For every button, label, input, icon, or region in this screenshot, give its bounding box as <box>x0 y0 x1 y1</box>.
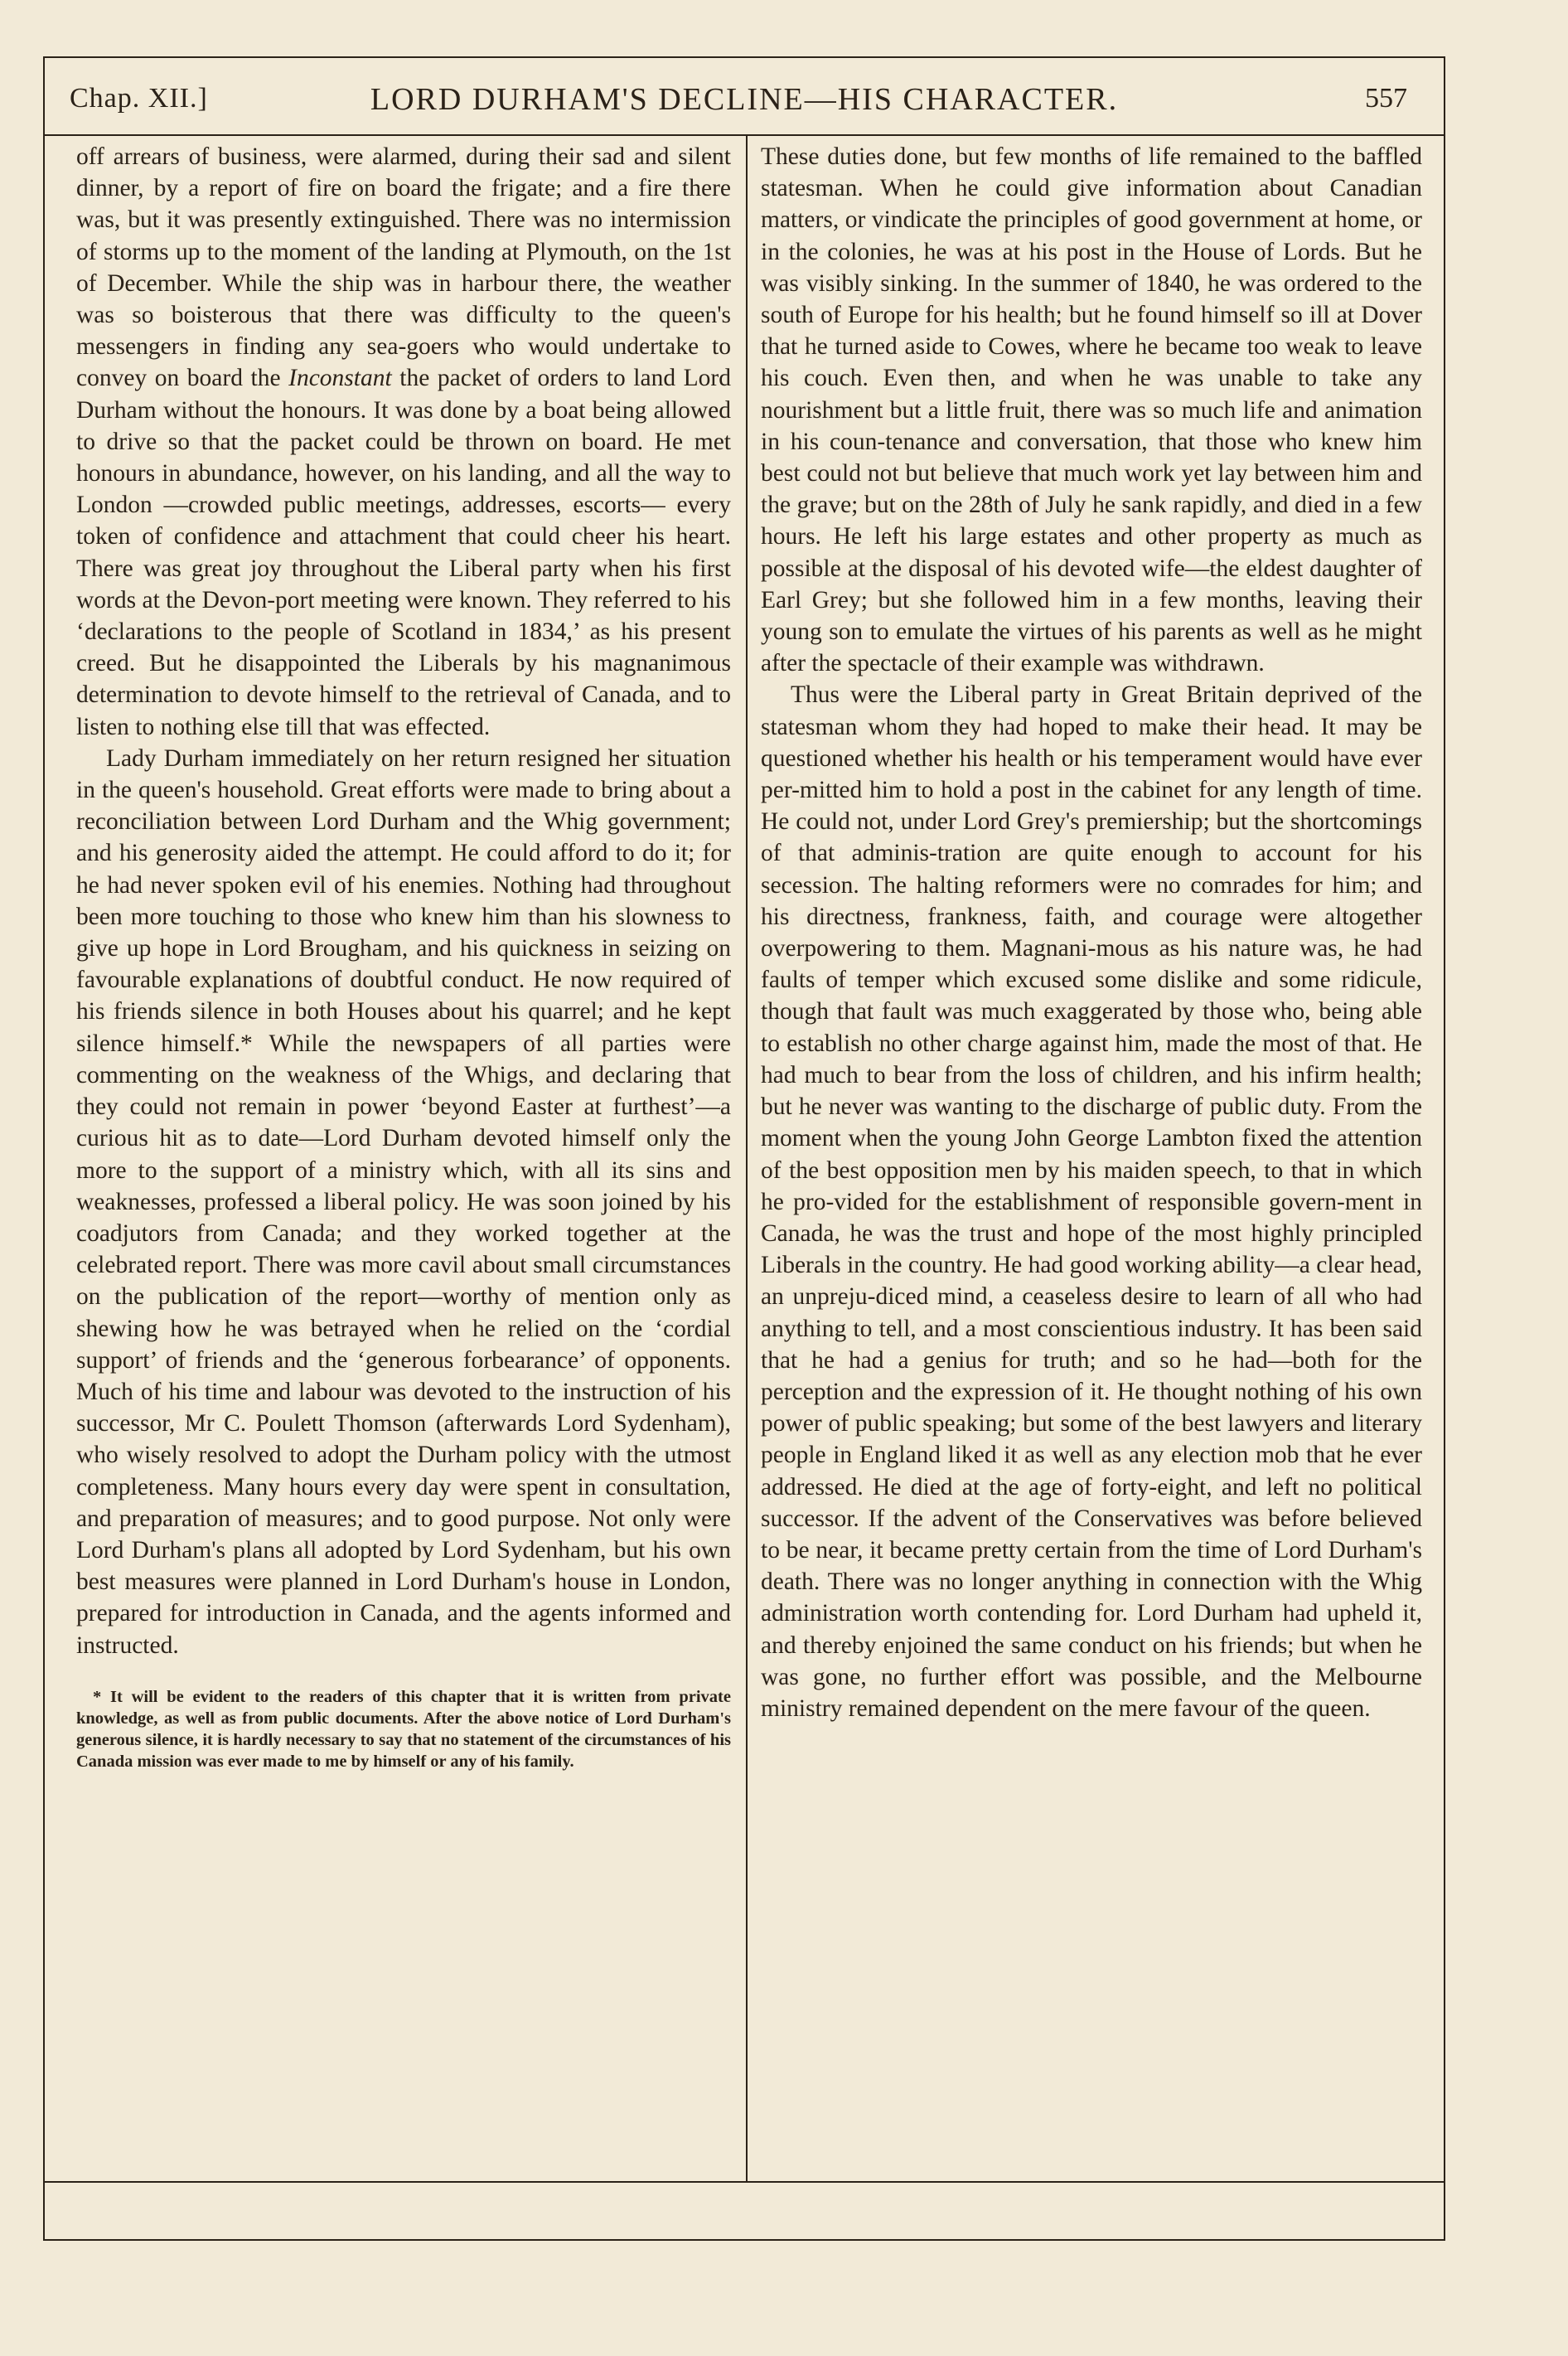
left-paragraph-1 <box>76 141 731 743</box>
ship-name: Inconstant <box>288 365 392 392</box>
right-column <box>761 141 1422 1724</box>
right-paragraph-1: These duties done, but few months of life remained to the baffled statesman. When he could give information about Canadian matters, or vindicate the principles of good government at home, or in the colonies, he was at his post in the House of Lords. But he was visibly sinking. In the summer of 1840, he was ordered to the south of Europe for his health; but he found himself so ill at Dover that he turned aside to Cowes, where he became too weak to leave his couch. Even then, and when he was unable to take any nourishment but a little fruit, there was so much life and animation in his coun-tenance and conversation, that those who knew him best could not but believe that much work yet lay between him and the grave; but on the 28th of July he sank rapidly, and died in a few hours. He left his large estates and other property as much as possible at the disposal of his devoted wife—the eldest daughter of Earl Grey; but she followed him in a few months, leaving their young son to emulate the virtues of his parents as well as he might after the spectacle of their example was withdrawn. <box>761 143 1422 677</box>
page-frame <box>43 56 1445 2241</box>
left-column <box>76 141 731 1772</box>
column-divider <box>746 134 748 2181</box>
page-title: LORD DURHAM'S DECLINE—HIS CHARACTER. <box>370 82 1119 117</box>
left-paragraph-1-text: off arrears of business, were alarmed, during their sad and silent dinner, by a report of fire on board the frigate; and a fire there was, but it was presently extinguished. There was no intermission of storms up to the moment of the landing at Plymouth, on the 1st of December. While the ship was in harbour there, the weather was so boisterous that there was difficulty to the queen's messengers in finding any sea-goers who would undertake to convey on board the <box>76 143 731 392</box>
left-paragraph-2: Lady Durham immediately on her return resigned her situation in the queen's household. Great efforts were made to bring about a reconciliation between Lord Durham and the Whig government; and his generosity aided the attempt. He could afford to do it; for he had never spoken evil of his enemies. Nothing had throughout been more touching to those who knew him than his slowness to give up hope in Lord Brougham, and his quickness in seizing on favourable explanations of doubtful conduct. He now required of his friends silence in both Houses about his quarrel; and he kept silence himself.* While the newspapers of all parties were commenting on the weakness of the Whigs, and declaring that they could not remain in power ‘beyond Easter at furthest’—a curious hit as to date—Lord Durham devoted himself only the more to the support of a ministry which, with all its sins and weaknesses, professed a liberal policy. He was soon joined by his coadjutors from Canada; and they worked together at the celebrated report. There was more cavil about small circumstances on the publication of the report—worthy of mention only as shewing how he was betrayed when he relied on the ‘cordial support’ of friends and the ‘generous forbearance’ of opponents. Much of his time and labour was devoted to the instruction of his successor, Mr C. Poulett Thomson (afterwards Lord Sydenham), who wisely resolved to adopt the Durham policy with the utmost completeness. Many hours every day were spent in consultation, and preparation of measures; and to good purpose. Not only were Lord Durham's plans all adopted by Lord Sydenham, but his own best measures were planned in Lord Durham's house in London, prepared for introduction in Canada, and the agents informed and instructed. <box>76 744 731 1659</box>
page-number: 557 <box>1365 83 1407 114</box>
running-header <box>45 58 1444 136</box>
right-paragraph-2: Thus were the Liberal party in Great Britain deprived of the statesman whom they had hoped to make their head. It may be questioned whether his health or his temperament would have ever per-mitted him to hold a post in the cabinet for any length of time. He could not, under Lord Grey's premiership; but the shortcomings of that adminis-tration are quite enough to account for his secession. The halting reformers were no comrades for him; and his directness, frankness, faith, and courage were altogether overpowering to them. Magnani-mous as his nature was, he had faults of temper which excused some dislike and some ridicule, though that fault was much exaggerated by those who, being able to establish no other charge against him, made the most of that. He had much to bear from the loss of children, and his infirm health; but he never was wanting to the discharge of public duty. From the moment when the young John George Lambton fixed the attention of the best opposition men by his maiden speech, to that in which he pro-vided for the establishment of responsible govern-ment in Canada, he was the trust and hope of the most highly principled Liberals in the country. He had good working ability—a clear head, an unpreju-diced mind, a ceaseless desire to learn of all who had anything to tell, and a most conscientious industry. It has been said that he had a genius for truth; and so he had—both for the perception and the expression of it. He thought nothing of his own power of public speaking; but some of the best lawyers and literary people in England liked it as well as any election mob that he ever addressed. He died at the age of forty-eight, and left no political successor. If the advent of the Conservatives was before believed to be near, it became pretty certain from the time of Lord Durham's death. There was no longer anything in connection with the Whig administration worth contending for. Lord Durham had upheld it, and thereby enjoined the same conduct on his friends; but when he was gone, no further effort was possible, and the Melbourne ministry remained dependent on the mere favour of the queen. <box>761 681 1422 1722</box>
left-paragraph-1-rest: the packet of orders to land Lord Durham without the honours. It was done by a boat being allowed to drive so that the packet could be thrown on board. He met honours in abundance, however, on his landing, and all the way to London —crowded public meetings, addresses, escorts— every token of confidence and attachment that could cheer his heart. There was great joy throughout the Liberal party when his first words at the Devon-port meeting were known. They referred to his ‘declarations to the people of Scotland in 1834,’ as his present creed. But he disappointed the Liberals by his magnanimous determination to devote himself to the retrieval of Canada, and to listen to nothing else till that was effected. <box>76 365 731 740</box>
footnote: * It will be evident to the readers of this chapter that it is written from private knowledge, as well as from public documents. After the above notice of Lord Durham's generous silence, it is hardly necessary to say that no statement of the circumstances of his Canada mission was ever made to me by himself or any of his family. <box>76 1687 731 1771</box>
bottom-rule <box>45 2181 1444 2183</box>
chapter-label: Chap. XII.] <box>70 83 208 114</box>
